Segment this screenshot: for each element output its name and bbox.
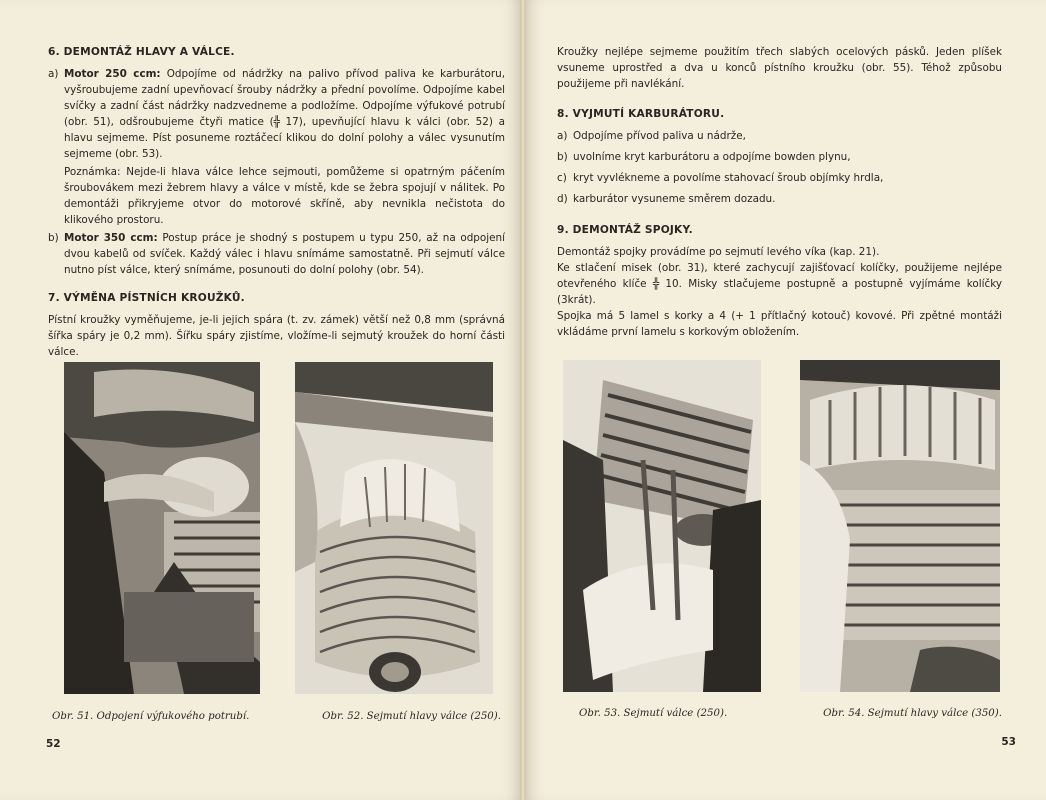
section-8-list (557, 128, 1002, 207)
list-item: a) Odpojíme přívod paliva u nádrže, (557, 130, 746, 142)
photo-cylinder-head-removal-350 (800, 360, 1000, 692)
engine-photo-52 (295, 362, 493, 694)
page-number-right: 53 (1001, 736, 1016, 748)
left-captions (52, 711, 501, 722)
engine-photo-53 (563, 360, 761, 692)
section-7-title: 7. VÝMĚNA PÍSTNÍCH KROUŽKŮ. (48, 292, 245, 304)
caption-figure-53: Obr. 53. Sejmutí válce (250). (579, 708, 728, 719)
engine-photo-54 (800, 360, 1000, 692)
section-6-item-b (48, 230, 505, 278)
section-6-title: 6. DEMONTÁŽ HLAVY A VÁLCE. (48, 46, 235, 58)
right-page (523, 0, 1046, 800)
right-captions (579, 708, 1002, 719)
section-7-text: Pístní kroužky vyměňujeme, je-li jejich spára (t. zv. zámek) větší než 0,8 mm (správná šířka spáry je 0,2 mm). Šířku spáry zjistíme, vložíme-li sejmutý kroužek do horní části válce. (48, 314, 505, 358)
book-gutter (520, 0, 526, 800)
section-9-para-1: Demontáž spojky provádíme po sejmutí levého víka (kap. 21). (557, 246, 880, 258)
left-page-text (48, 44, 505, 360)
page-number-left: 52 (46, 738, 61, 750)
list-item: d) karburátor vysuneme směrem dozadu. (557, 193, 776, 205)
motor-250-text: Odpojíme od nádržky na palivo přívod paliva ke karburátoru, vyšroubujeme zadní upevňovací šrouby nádržky a přední povolíme. Odpojíme kabel svíčky a zadní část nádržky nadzvedneme a podložíme. Odpojíme výfukové potrubí (obr. 51), odšroubujeme čtyři matice (╬ 17), upevňující hlavu k válci (obr. 52) a hlavu sejmeme. Píst posuneme roztáčecí klikou do dolní polohy a válec vysunutím sejmeme (obr. 53). (64, 68, 506, 160)
item-marker: a) (48, 68, 59, 80)
section-9-para-2: Ke stlačení misek (obr. 31), které zachycují zajišťovací kolíčky, použijeme nejlépe otevřeného klíče ╬ 10. Misky stlačujeme postupně a postupně vyjímáme kolíčky (3krát). (557, 262, 1002, 306)
engine-photo-51 (64, 362, 260, 694)
motor-350-label: Motor 350 ccm: (64, 232, 158, 244)
section-9-para-3: Spojka má 5 lamel s korky a 4 (+ 1 přítlačný kotouč) kovové. Při zpětné montáži vkládáme první lamelu s korkovým obložením. (557, 310, 1002, 338)
motor-350-text: Postup práce je shodný s postupem u typu 250, až na odpojení dvou kabelů od svíček. Každý válec i hlavu snímáme samostatně. Při sejmutí válce nutno píst válce, který snímáme, posunouti do dolní polohy (obr. 54). (64, 232, 506, 276)
motor-250-label: Motor 250 ccm: (64, 68, 161, 80)
list-item: c) kryt vyvlékneme a povolíme stahovací šroub objímky hrdla, (557, 172, 884, 184)
list-item: b) uvolníme kryt karburátoru a odpojíme bowden plynu, (557, 151, 851, 163)
right-photos (563, 360, 1000, 692)
ring-removal-text: Kroužky nejlépe sejmeme použitím třech slabých ocelových pásků. Jeden plíšek vsuneme uprostřed a dva u konců pístního kroužku (obr. 55). Téhož způsobu použijeme při navlékání. (557, 46, 1002, 90)
right-page-text (557, 44, 1002, 340)
section-6-item-a (48, 66, 505, 162)
caption-figure-54: Obr. 54. Sejmutí hlavy válce (350). (823, 708, 1002, 719)
photo-exhaust-removal (64, 362, 260, 694)
photo-cylinder-head-removal-250 (295, 362, 493, 694)
caption-figure-52: Obr. 52. Sejmutí hlavy válce (250). (322, 711, 501, 722)
section-9-title: 9. DEMONTÁŽ SPOJKY. (557, 224, 693, 236)
section-6-note: Poznámka: Nejde-li hlava válce lehce sejmouti, pomůžeme si opatrným páčením šroubovákem mezi žebrem hlavy a válce v místě, kde se žebra spojují v nálitek. Po demontáži přikryjeme otvor do motorové skříně, aby nevnikla nečistota do klikového prostoru. (64, 166, 505, 226)
section-8-title: 8. VYJMUTÍ KARBURÁTORU. (557, 108, 725, 120)
item-marker: b) (48, 232, 59, 244)
photo-cylinder-removal-250 (563, 360, 761, 692)
caption-figure-51: Obr. 51. Odpojení výfukového potrubí. (52, 711, 250, 722)
left-photos (64, 362, 493, 694)
